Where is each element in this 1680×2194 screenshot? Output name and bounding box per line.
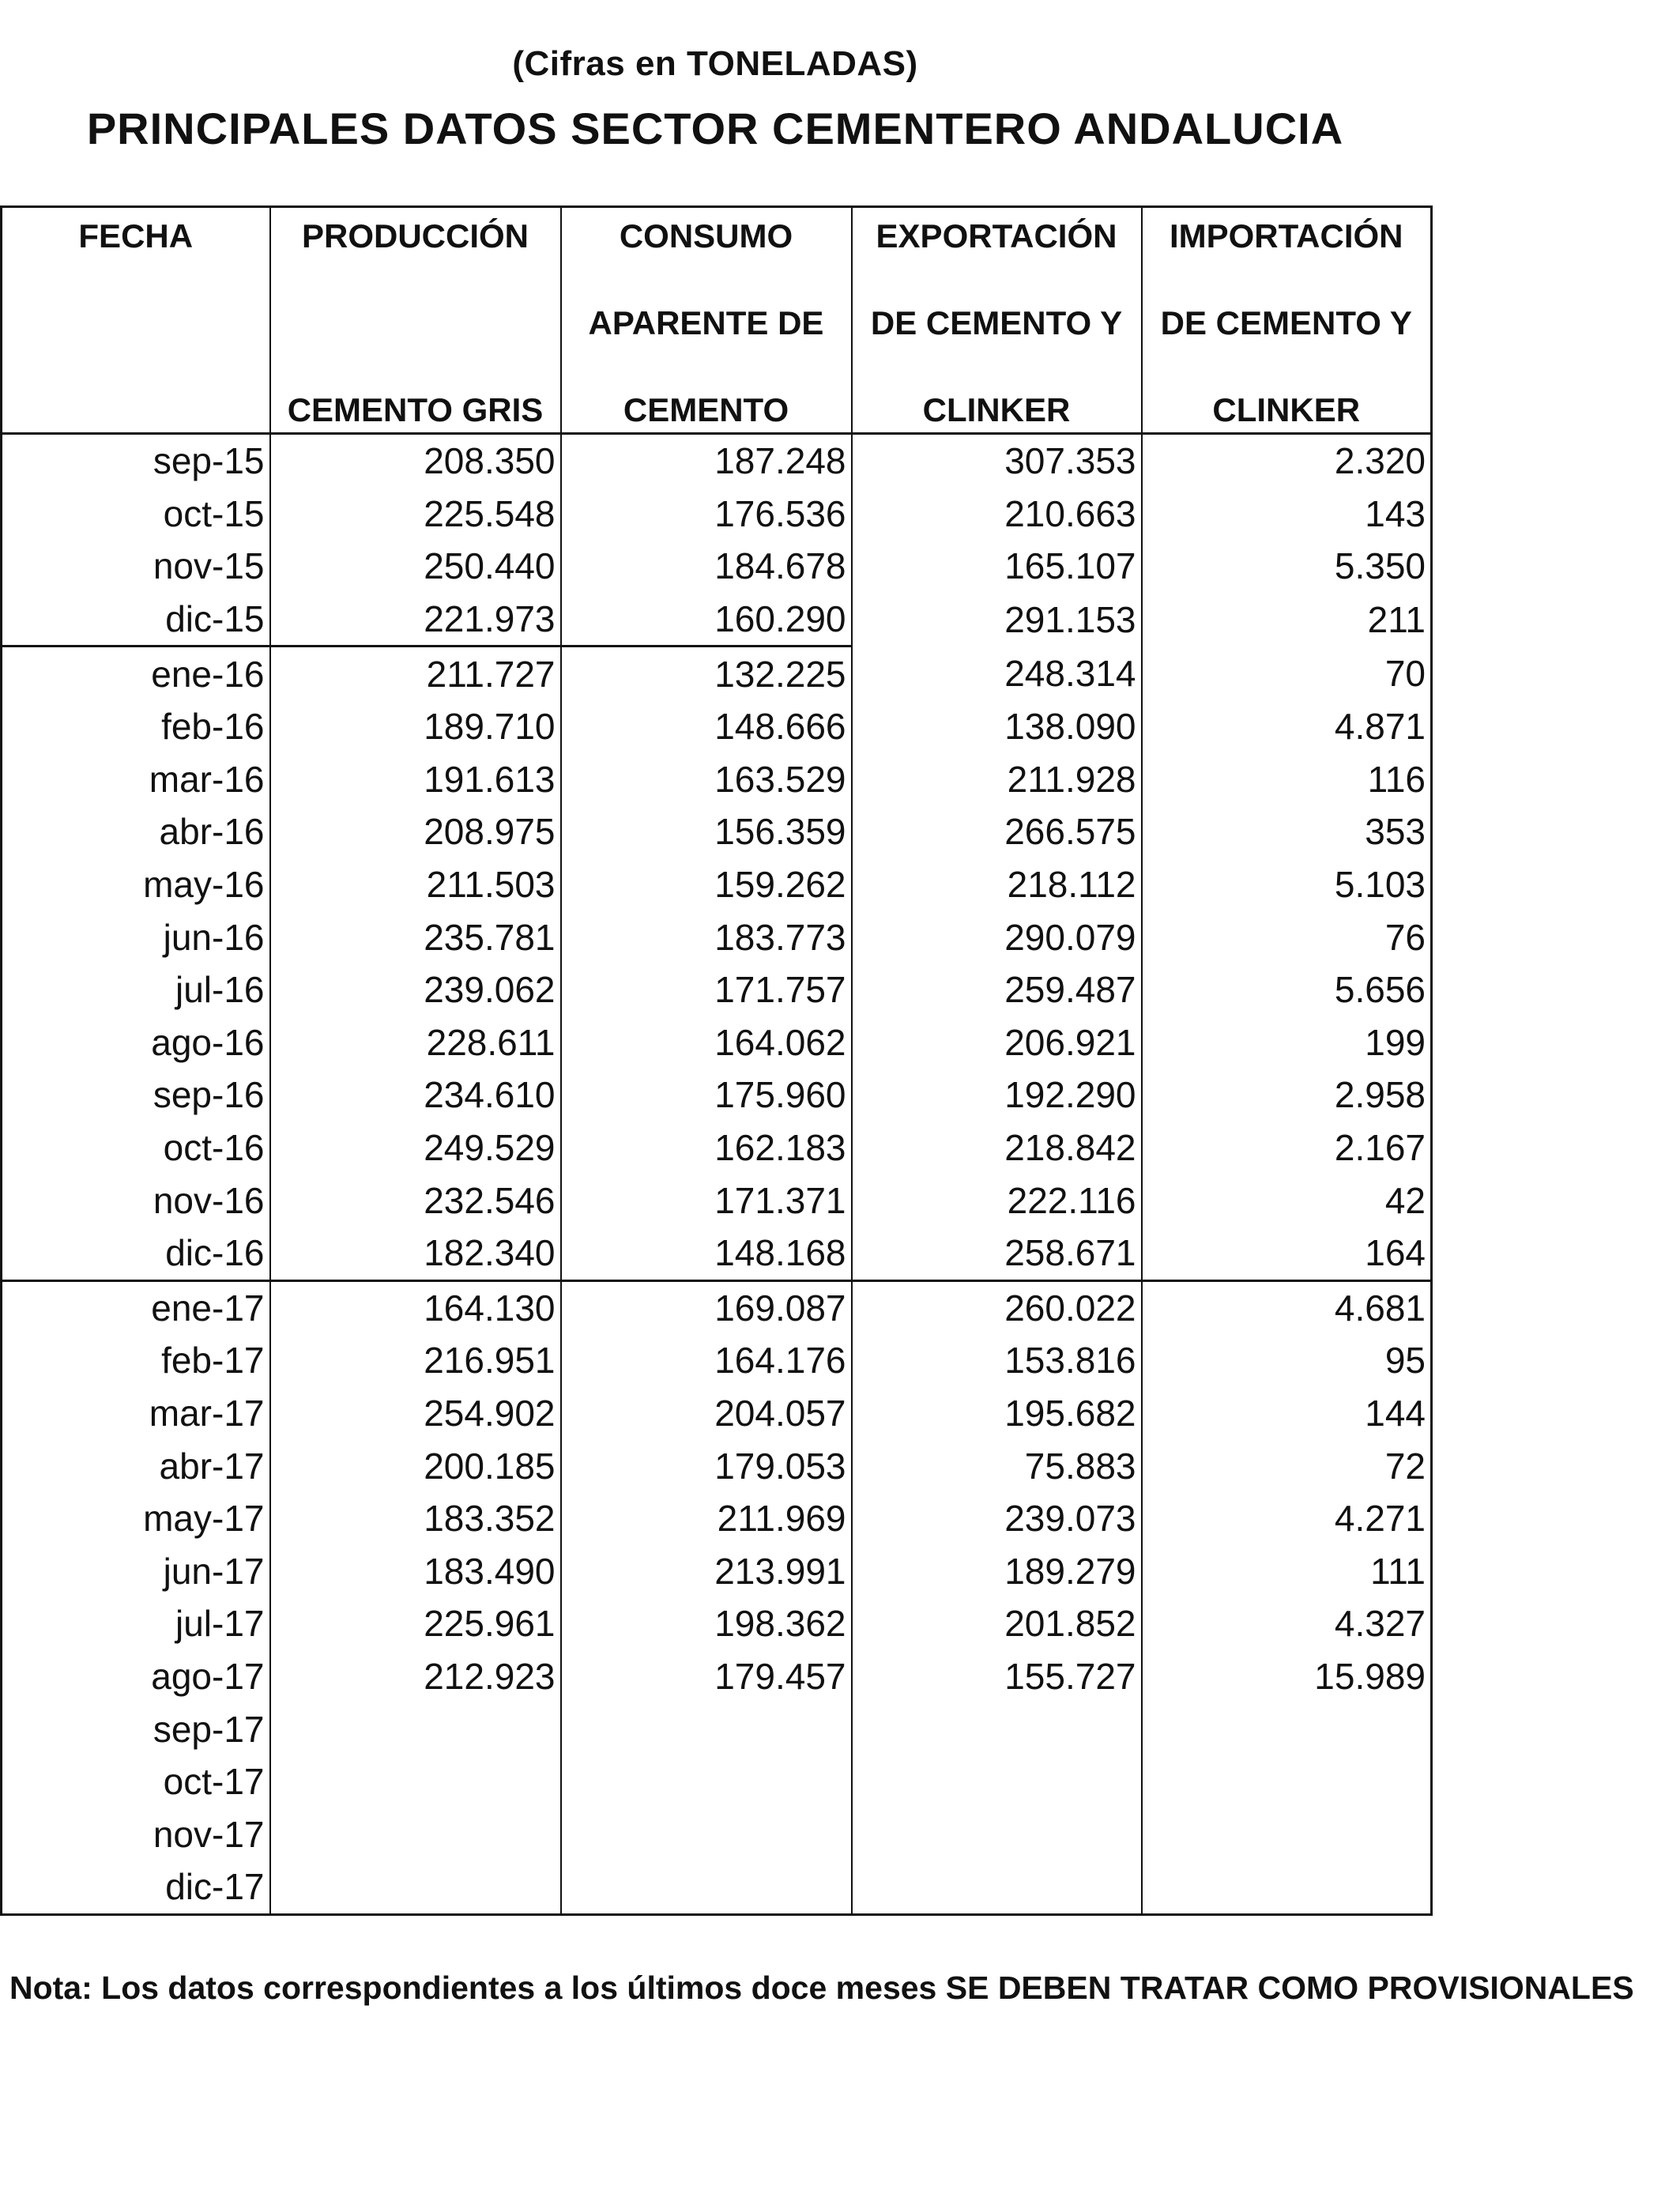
cell-exportacion: 266.575	[852, 805, 1142, 858]
table-row	[2, 858, 1432, 911]
cement-data-table	[0, 205, 1433, 1916]
cell-produccion: 225.961	[270, 1597, 561, 1650]
cell-importacion	[1142, 1702, 1432, 1755]
table-row	[2, 1069, 1432, 1122]
cell-consumo	[561, 1860, 852, 1914]
cell-consumo: 171.757	[561, 963, 852, 1016]
cell-consumo: 160.290	[561, 593, 852, 647]
cell-importacion: 72	[1142, 1439, 1432, 1492]
cell-exportacion: 248.314	[852, 647, 1142, 700]
cell-consumo: 163.529	[561, 753, 852, 806]
cell-produccion: 225.548	[270, 488, 561, 541]
cell-produccion: 234.610	[270, 1069, 561, 1122]
header-row	[2, 207, 1432, 434]
cell-importacion: 2.320	[1142, 434, 1432, 488]
table-row	[2, 1544, 1432, 1597]
table-row	[2, 805, 1432, 858]
table-row	[2, 1860, 1432, 1914]
header-line: FECHA	[78, 217, 194, 254]
table-row	[2, 1439, 1432, 1492]
cell-exportacion: 218.842	[852, 1122, 1142, 1174]
table-row	[2, 1280, 1432, 1334]
cell-consumo	[561, 1808, 852, 1860]
cell-produccion: 189.710	[270, 700, 561, 753]
cell-exportacion: 211.928	[852, 753, 1142, 806]
cell-produccion	[270, 1702, 561, 1755]
cell-fecha: nov-16	[2, 1174, 270, 1227]
cell-importacion: 4.871	[1142, 700, 1432, 753]
cell-importacion: 95	[1142, 1334, 1432, 1387]
cell-consumo: 148.168	[561, 1227, 852, 1280]
cell-importacion	[1142, 1808, 1432, 1860]
cell-consumo: 171.371	[561, 1174, 852, 1227]
cell-produccion: 212.923	[270, 1650, 561, 1703]
cell-produccion	[270, 1860, 561, 1914]
cell-importacion: 111	[1142, 1544, 1432, 1597]
cell-exportacion: 206.921	[852, 1016, 1142, 1069]
cell-fecha: may-17	[2, 1492, 270, 1545]
cell-importacion: 42	[1142, 1174, 1432, 1227]
header-line: PRODUCCIÓN	[301, 217, 529, 254]
table-row	[2, 1016, 1432, 1069]
cell-importacion: 2.167	[1142, 1122, 1432, 1174]
column-header-produccion	[270, 207, 561, 434]
column-header-consumo	[561, 207, 852, 434]
header-line: CONSUMO	[619, 217, 793, 254]
cell-produccion: 249.529	[270, 1122, 561, 1174]
cell-exportacion: 75.883	[852, 1439, 1142, 1492]
cell-consumo: 179.053	[561, 1439, 852, 1492]
cell-importacion: 2.958	[1142, 1069, 1432, 1122]
cell-importacion	[1142, 1755, 1432, 1808]
cell-importacion: 4.327	[1142, 1597, 1432, 1650]
header-line: DE CEMENTO Y	[1160, 304, 1412, 341]
cell-consumo: 187.248	[561, 434, 852, 488]
cell-consumo: 204.057	[561, 1387, 852, 1440]
cell-consumo: 213.991	[561, 1544, 852, 1597]
cell-produccion: 164.130	[270, 1280, 561, 1334]
cell-fecha: ene-16	[2, 647, 270, 700]
cell-fecha: ago-16	[2, 1016, 270, 1069]
cell-fecha: feb-17	[2, 1334, 270, 1387]
header-line: IMPORTACIÓN	[1169, 217, 1403, 254]
cell-fecha: jul-17	[2, 1597, 270, 1650]
table-row	[2, 700, 1432, 753]
header-line: CLINKER	[1212, 391, 1361, 428]
cell-importacion: 116	[1142, 753, 1432, 806]
cell-importacion: 5.350	[1142, 540, 1432, 593]
cell-consumo	[561, 1755, 852, 1808]
cell-exportacion: 195.682	[852, 1387, 1142, 1440]
table-row	[2, 1387, 1432, 1440]
cell-importacion: 353	[1142, 805, 1432, 858]
table-row	[2, 1597, 1432, 1650]
cell-produccion: 216.951	[270, 1334, 561, 1387]
cell-consumo: 211.969	[561, 1492, 852, 1545]
cell-produccion	[270, 1808, 561, 1860]
cell-consumo: 176.536	[561, 488, 852, 541]
cell-importacion	[1142, 1860, 1432, 1914]
table-row	[2, 540, 1432, 593]
cell-importacion: 5.656	[1142, 963, 1432, 1016]
cell-importacion: 15.989	[1142, 1650, 1432, 1703]
table-row	[2, 963, 1432, 1016]
provisional-data-note: Nota: Los datos correspondientes a los últimos doce meses SE DEBEN TRATAR COMO PROVISIONALES	[9, 1970, 1634, 2006]
cell-exportacion: 258.671	[852, 1227, 1142, 1280]
table-row	[2, 647, 1432, 700]
cell-fecha: abr-16	[2, 805, 270, 858]
table-row	[2, 1227, 1432, 1280]
cell-fecha: oct-17	[2, 1755, 270, 1808]
cell-fecha: jun-17	[2, 1544, 270, 1597]
cell-produccion: 182.340	[270, 1227, 561, 1280]
header-line: CLINKER	[922, 391, 1071, 428]
table-row	[2, 1174, 1432, 1227]
cell-exportacion: 291.153	[852, 593, 1142, 647]
cell-consumo: 164.176	[561, 1334, 852, 1387]
cell-consumo: 184.678	[561, 540, 852, 593]
cell-consumo	[561, 1702, 852, 1755]
cell-produccion: 191.613	[270, 753, 561, 806]
header-line: APARENTE DE	[588, 304, 824, 341]
cell-produccion: 235.781	[270, 910, 561, 963]
header-line: CEMENTO	[623, 391, 789, 428]
table-row	[2, 488, 1432, 541]
table-row	[2, 1808, 1432, 1860]
cell-produccion: 183.352	[270, 1492, 561, 1545]
column-header-importacion	[1142, 207, 1432, 434]
cell-produccion: 254.902	[270, 1387, 561, 1440]
cell-fecha: may-16	[2, 858, 270, 911]
cell-consumo: 183.773	[561, 910, 852, 963]
cell-produccion	[270, 1755, 561, 1808]
cell-importacion: 70	[1142, 647, 1432, 700]
cell-consumo: 148.666	[561, 700, 852, 753]
cell-produccion: 211.727	[270, 647, 561, 700]
cell-consumo: 132.225	[561, 647, 852, 700]
cell-exportacion	[852, 1702, 1142, 1755]
table-row	[2, 753, 1432, 806]
column-header-exportacion	[852, 207, 1142, 434]
cell-exportacion: 192.290	[852, 1069, 1142, 1122]
cell-exportacion	[852, 1755, 1142, 1808]
cell-exportacion: 239.073	[852, 1492, 1142, 1545]
cell-consumo: 179.457	[561, 1650, 852, 1703]
column-header-fecha	[2, 207, 270, 434]
cell-exportacion: 222.116	[852, 1174, 1142, 1227]
cell-produccion: 250.440	[270, 540, 561, 593]
cell-exportacion: 201.852	[852, 1597, 1142, 1650]
cell-fecha: jun-16	[2, 910, 270, 963]
cell-exportacion: 153.816	[852, 1334, 1142, 1387]
cell-fecha: dic-16	[2, 1227, 270, 1280]
cell-exportacion	[852, 1860, 1142, 1914]
cell-fecha: oct-15	[2, 488, 270, 541]
cell-produccion: 221.973	[270, 593, 561, 647]
cell-importacion: 5.103	[1142, 858, 1432, 911]
cell-produccion: 208.350	[270, 434, 561, 488]
cell-exportacion: 290.079	[852, 910, 1142, 963]
cell-importacion: 143	[1142, 488, 1432, 541]
cell-importacion: 199	[1142, 1016, 1432, 1069]
cell-produccion: 239.062	[270, 963, 561, 1016]
cell-exportacion: 307.353	[852, 434, 1142, 488]
cell-consumo: 159.262	[561, 858, 852, 911]
header-line: EXPORTACIÓN	[876, 217, 1117, 254]
cell-exportacion: 260.022	[852, 1280, 1142, 1334]
cell-exportacion: 218.112	[852, 858, 1142, 911]
table-row	[2, 910, 1432, 963]
cell-produccion: 183.490	[270, 1544, 561, 1597]
cell-fecha: nov-17	[2, 1808, 270, 1860]
table-row	[2, 1492, 1432, 1545]
cell-fecha: nov-15	[2, 540, 270, 593]
cell-exportacion: 155.727	[852, 1650, 1142, 1703]
cell-produccion: 200.185	[270, 1439, 561, 1492]
cell-consumo: 156.359	[561, 805, 852, 858]
cell-importacion: 211	[1142, 593, 1432, 647]
cell-fecha: dic-17	[2, 1860, 270, 1914]
table-row	[2, 1702, 1432, 1755]
cell-fecha: sep-16	[2, 1069, 270, 1122]
header-line: DE CEMENTO Y	[870, 304, 1123, 341]
cell-fecha: feb-16	[2, 700, 270, 753]
cell-consumo: 162.183	[561, 1122, 852, 1174]
cell-importacion: 76	[1142, 910, 1432, 963]
cell-importacion: 144	[1142, 1387, 1432, 1440]
cell-produccion: 232.546	[270, 1174, 561, 1227]
cell-consumo: 164.062	[561, 1016, 852, 1069]
cell-fecha: abr-17	[2, 1439, 270, 1492]
table-row	[2, 434, 1432, 488]
cell-exportacion	[852, 1808, 1142, 1860]
table-row	[2, 1755, 1432, 1808]
cell-fecha: dic-15	[2, 593, 270, 647]
cell-exportacion: 165.107	[852, 540, 1142, 593]
cell-importacion: 4.681	[1142, 1280, 1432, 1334]
cell-fecha: ene-17	[2, 1280, 270, 1334]
table-row	[2, 1122, 1432, 1174]
cell-produccion: 208.975	[270, 805, 561, 858]
cell-consumo: 198.362	[561, 1597, 852, 1650]
cell-importacion: 164	[1142, 1227, 1432, 1280]
cell-fecha: mar-17	[2, 1387, 270, 1440]
cell-exportacion: 210.663	[852, 488, 1142, 541]
header-line: CEMENTO GRIS	[287, 391, 544, 428]
cell-fecha: mar-16	[2, 753, 270, 806]
cell-fecha: oct-16	[2, 1122, 270, 1174]
table-row	[2, 593, 1432, 647]
table-row	[2, 1650, 1432, 1703]
cell-produccion: 211.503	[270, 858, 561, 911]
cell-exportacion: 259.487	[852, 963, 1142, 1016]
cell-fecha: ago-17	[2, 1650, 270, 1703]
cell-importacion: 4.271	[1142, 1492, 1432, 1545]
cell-fecha: sep-15	[2, 434, 270, 488]
cell-fecha: jul-16	[2, 963, 270, 1016]
cell-fecha: sep-17	[2, 1702, 270, 1755]
table-row	[2, 1334, 1432, 1387]
table-subtitle: (Cifras en TONELADAS)	[512, 44, 918, 83]
cell-exportacion: 138.090	[852, 700, 1142, 753]
cell-exportacion: 189.279	[852, 1544, 1142, 1597]
table-body	[2, 434, 1432, 1915]
cell-produccion: 228.611	[270, 1016, 561, 1069]
table-title: PRINCIPALES DATOS SECTOR CEMENTERO ANDALUCIA	[86, 104, 1344, 153]
cell-consumo: 175.960	[561, 1069, 852, 1122]
cell-consumo: 169.087	[561, 1280, 852, 1334]
